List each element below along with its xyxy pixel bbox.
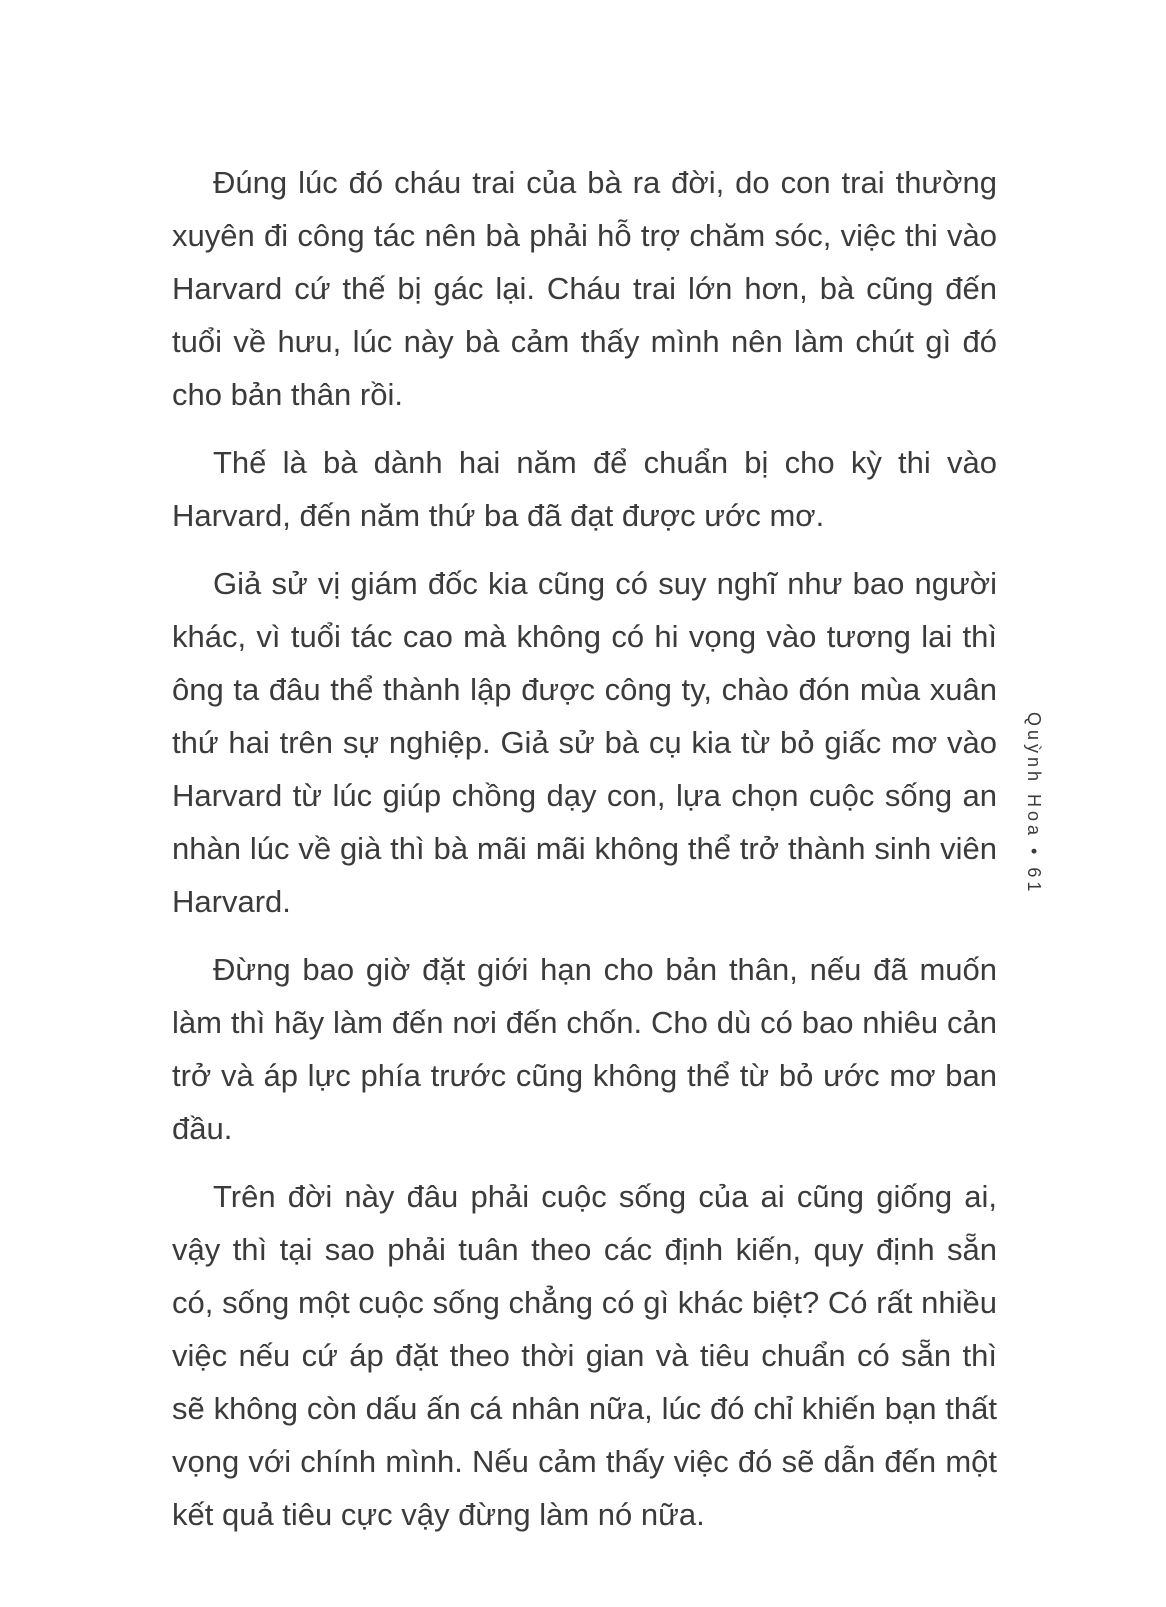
paragraph-1: Đúng lúc đó cháu trai của bà ra đời, do con trai thường xuyên đi công tác nên bà phải hỗ trợ chăm sóc, việc thi vào Harvard cứ thế bị gác lại. Cháu trai lớn hơn, bà cũng đến tuổi về hưu, lúc này bà cảm thấy mình nên làm chút gì đó cho bản thân rồi. xyxy=(172,165,997,412)
page-text-block xyxy=(172,156,997,1541)
paragraph-3: Giả sử vị giám đốc kia cũng có suy nghĩ như bao người khác, vì tuổi tác cao mà không có hi vọng vào tương lai thì ông ta đâu thể thành lập được công ty, chào đón mùa xuân thứ hai trên sự nghiệp. Giả sử bà cụ kia từ bỏ giấc mơ vào Harvard từ lúc giúp chồng dạy con, lựa chọn cuộc sống an nhàn lúc về già thì bà mãi mãi không thể trở thành sinh viên Harvard. xyxy=(172,566,997,919)
author-and-page-number-label: Quỳnh Hoa • 61 xyxy=(1024,712,1044,896)
paragraph-5: Trên đời này đâu phải cuộc sống của ai cũng giống ai, vậy thì tại sao phải tuân theo các định kiến, quy định sẵn có, sống một cuộc sống chẳng có gì khác biệt? Có rất nhiều việc nếu cứ áp đặt theo thời gian và tiêu chuẩn có sẵn thì sẽ không còn dấu ấn cá nhân nữa, lúc đó chỉ khiến bạn thất vọng với chính mình. Nếu cảm thấy việc đó sẽ dẫn đến một kết quả tiêu cực vậy đừng làm nó nữa. xyxy=(172,1179,997,1532)
paragraph-2: Thế là bà dành hai năm để chuẩn bị cho kỳ thi vào Harvard, đến năm thứ ba đã đạt được ước mơ. xyxy=(172,445,997,533)
page-margin-running-label xyxy=(1021,712,1047,932)
paragraph-4: Đừng bao giờ đặt giới hạn cho bản thân, nếu đã muốn làm thì hãy làm đến nơi đến chốn. Cho dù có bao nhiêu cản trở và áp lực phía trước cũng không thể từ bỏ ước mơ ban đầu. xyxy=(172,952,997,1146)
